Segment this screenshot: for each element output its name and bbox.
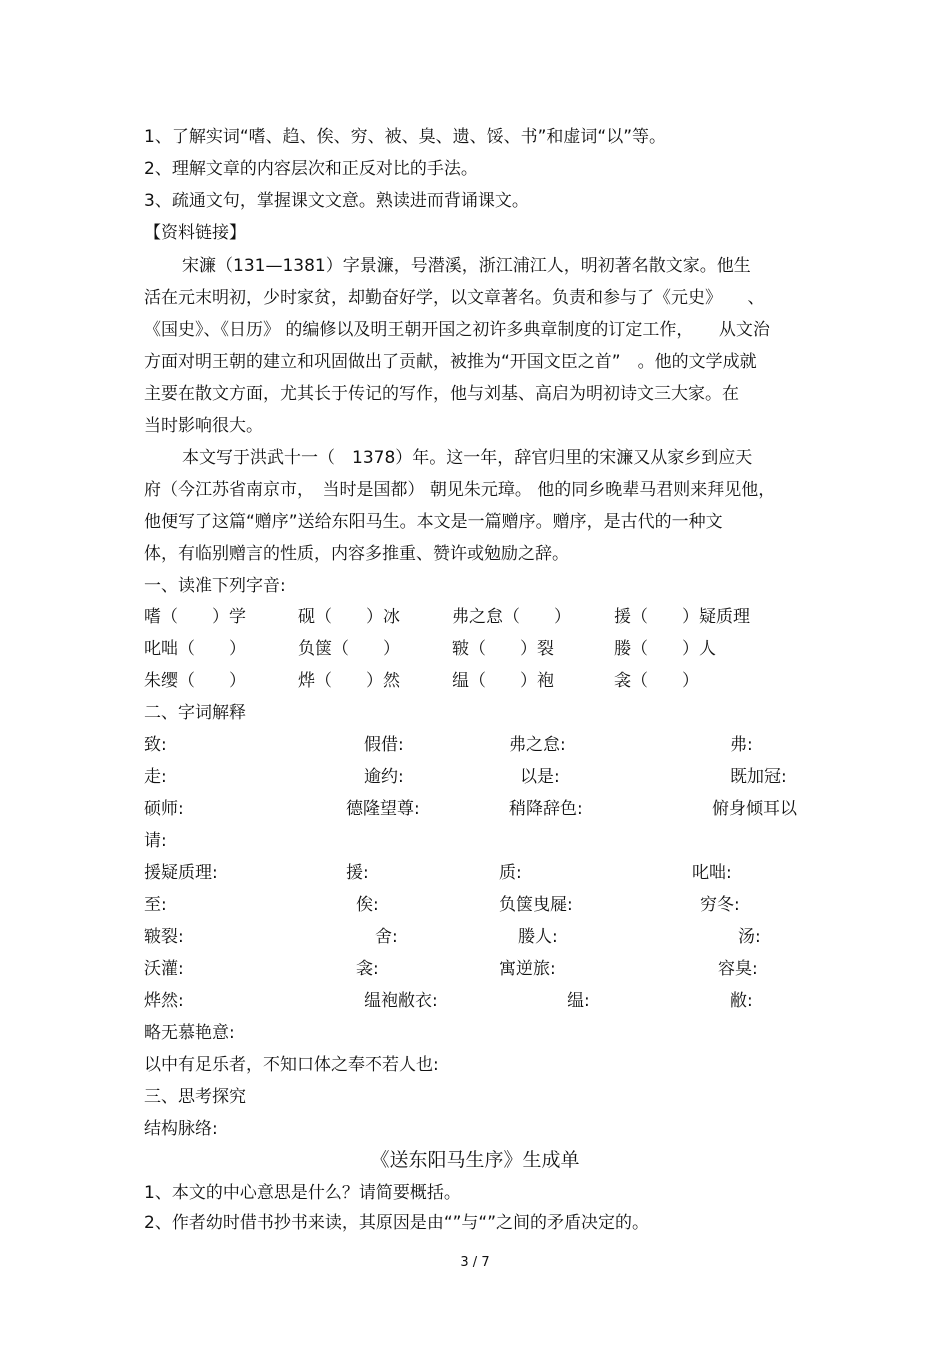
objective-1: 1、了解实词“嗜、趋、俟、穷、被、臭、遗、馁、书”和虚词“以”等。 [144,127,667,147]
pronunciation-row [0,606,950,628]
question-2: 2、作者幼时借书抄书来读，其原因是由“”与“”之间的矛盾决定的。 [144,1213,650,1233]
vocab-item: 以中有足乐者，不知口体之奉不若人也: [144,1055,439,1075]
vocab-row [0,926,950,948]
vocab-item: 皲裂: [144,927,184,947]
vocab-item: 弗: [730,735,753,755]
pronunciation-row [0,670,950,692]
vocab-item: 假借: [364,735,404,755]
background-line-1: 本文写于洪武十一（ 1378）年。这一年，辞官归里的宋濂又从家乡到应天 [182,448,753,468]
vocab-item: 缊: [567,991,590,1011]
vocab-item: 德隆望尊: [346,799,420,819]
pronunciation-item: 叱咄（ ） [144,639,246,659]
background-line-4: 体，有临别赠言的性质，内容多推重、赞许或勉励之辞。 [144,544,569,564]
resource-heading: 【资料链接】 [144,223,246,243]
bio-line-2: 活在元末明初，少时家贫，却勤奋好学，以文章著名。负责和参与了《元史》 、 [144,288,765,308]
vocab-row [0,1054,950,1076]
vocab-item: 请: [144,831,167,851]
pronunciation-item: 皲（ ）裂 [452,639,554,659]
vocab-row [0,990,950,1012]
vocab-item: 至: [144,895,167,915]
vocab-item: 穷冬: [700,895,740,915]
vocab-row [0,734,950,756]
pronunciation-item: 媵（ ）人 [614,639,716,659]
section-3-title: 三、思考探究 [144,1087,246,1107]
vocab-row [0,766,950,788]
pronunciation-item: 缊（ ）袍 [452,671,554,691]
vocab-row [0,894,950,916]
pronunciation-item: 弗之怠（ ） [452,607,571,627]
vocab-row [0,862,950,884]
vocab-item: 沃灌: [144,959,184,979]
vocab-item: 缊袍敝衣: [364,991,438,1011]
sheet-title: 《送东阳马生序》生成单 [370,1149,580,1171]
vocab-item: 媵人: [518,927,558,947]
vocab-item: 致: [144,735,167,755]
objective-3: 3、疏通文句，掌握课文文意。熟读进而背诵课文。 [144,191,529,211]
vocab-item: 援疑质理: [144,863,218,883]
pronunciation-item: 负箧（ ） [298,639,400,659]
vocab-row [0,958,950,980]
vocab-item: 略无慕艳意: [144,1023,235,1043]
bio-line-4: 方面对明王朝的建立和巩固做出了贡献，被推为“开国文臣之首” 。他的文学成就 [144,352,757,372]
vocab-item: 叱咄: [692,863,732,883]
vocab-item: 质: [499,863,522,883]
vocab-item: 汤: [738,927,761,947]
vocab-item: 寓逆旅: [499,959,556,979]
pronunciation-item: 砚（ ）冰 [298,607,400,627]
pronunciation-item: 烨（ ）然 [298,671,400,691]
section-2-title: 二、字词解释 [144,703,246,723]
pronunciation-item: 援（ ）疑质理 [614,607,750,627]
vocab-item: 俟: [356,895,379,915]
vocab-row [0,1022,950,1044]
objective-2: 2、理解文章的内容层次和正反对比的手法。 [144,159,478,179]
vocab-item: 走: [144,767,167,787]
bio-line-3: 《国史》、《日历》 的编修以及明王朝开国之初许多典章制度的订定工作， 从文治 [144,320,770,340]
pronunciation-item: 朱缨（ ） [144,671,246,691]
bio-line-1: 宋濂（131—1381）字景濂，号潜溪，浙江浦江人，明初著名散文家。他生 [182,256,751,276]
pronunciation-item: 嗜（ ）学 [144,607,246,627]
vocab-item: 俯身倾耳以 [712,799,797,819]
background-line-2: 府（今江苏省南京市， 当时是国都） 朝见朱元璋。 他的同乡晚辈马君则来拜见他， [144,480,776,500]
vocab-item: 衾: [356,959,379,979]
background-line-3: 他便写了这篇“赠序”送给东阳马生。本文是一篇赠序。赠序，是古代的一种文 [144,512,723,532]
vocab-item: 援: [346,863,369,883]
vocab-item: 以是: [520,767,560,787]
vocab-item: 逾约: [364,767,404,787]
vocab-item: 负箧曳屣: [499,895,573,915]
vocab-row [0,830,950,852]
vocab-item: 烨然: [144,991,184,1011]
question-1: 1、本文的中心意思是什么？请简要概括。 [144,1183,461,1203]
vocab-item: 稍降辞色: [509,799,583,819]
pronunciation-row [0,638,950,660]
section-1-title: 一、读准下列字音: [144,576,286,596]
bio-line-5: 主要在散文方面，尤其长于传记的写作，他与刘基、高启为明初诗文三大家。在 [144,384,739,404]
pronunciation-item: 衾（ ） [614,671,699,691]
vocab-item: 硕师: [144,799,184,819]
vocab-item: 既加冠: [730,767,787,787]
vocab-item: 容臭: [718,959,758,979]
vocab-item: 弗之怠: [509,735,566,755]
vocab-item: 敝: [730,991,753,1011]
vocab-row [0,798,950,820]
structure-label: 结构脉络: [144,1119,218,1139]
page-number: 3 / 7 [460,1255,490,1270]
bio-line-6: 当时影响很大。 [144,416,263,436]
vocab-item: 舍: [375,927,398,947]
